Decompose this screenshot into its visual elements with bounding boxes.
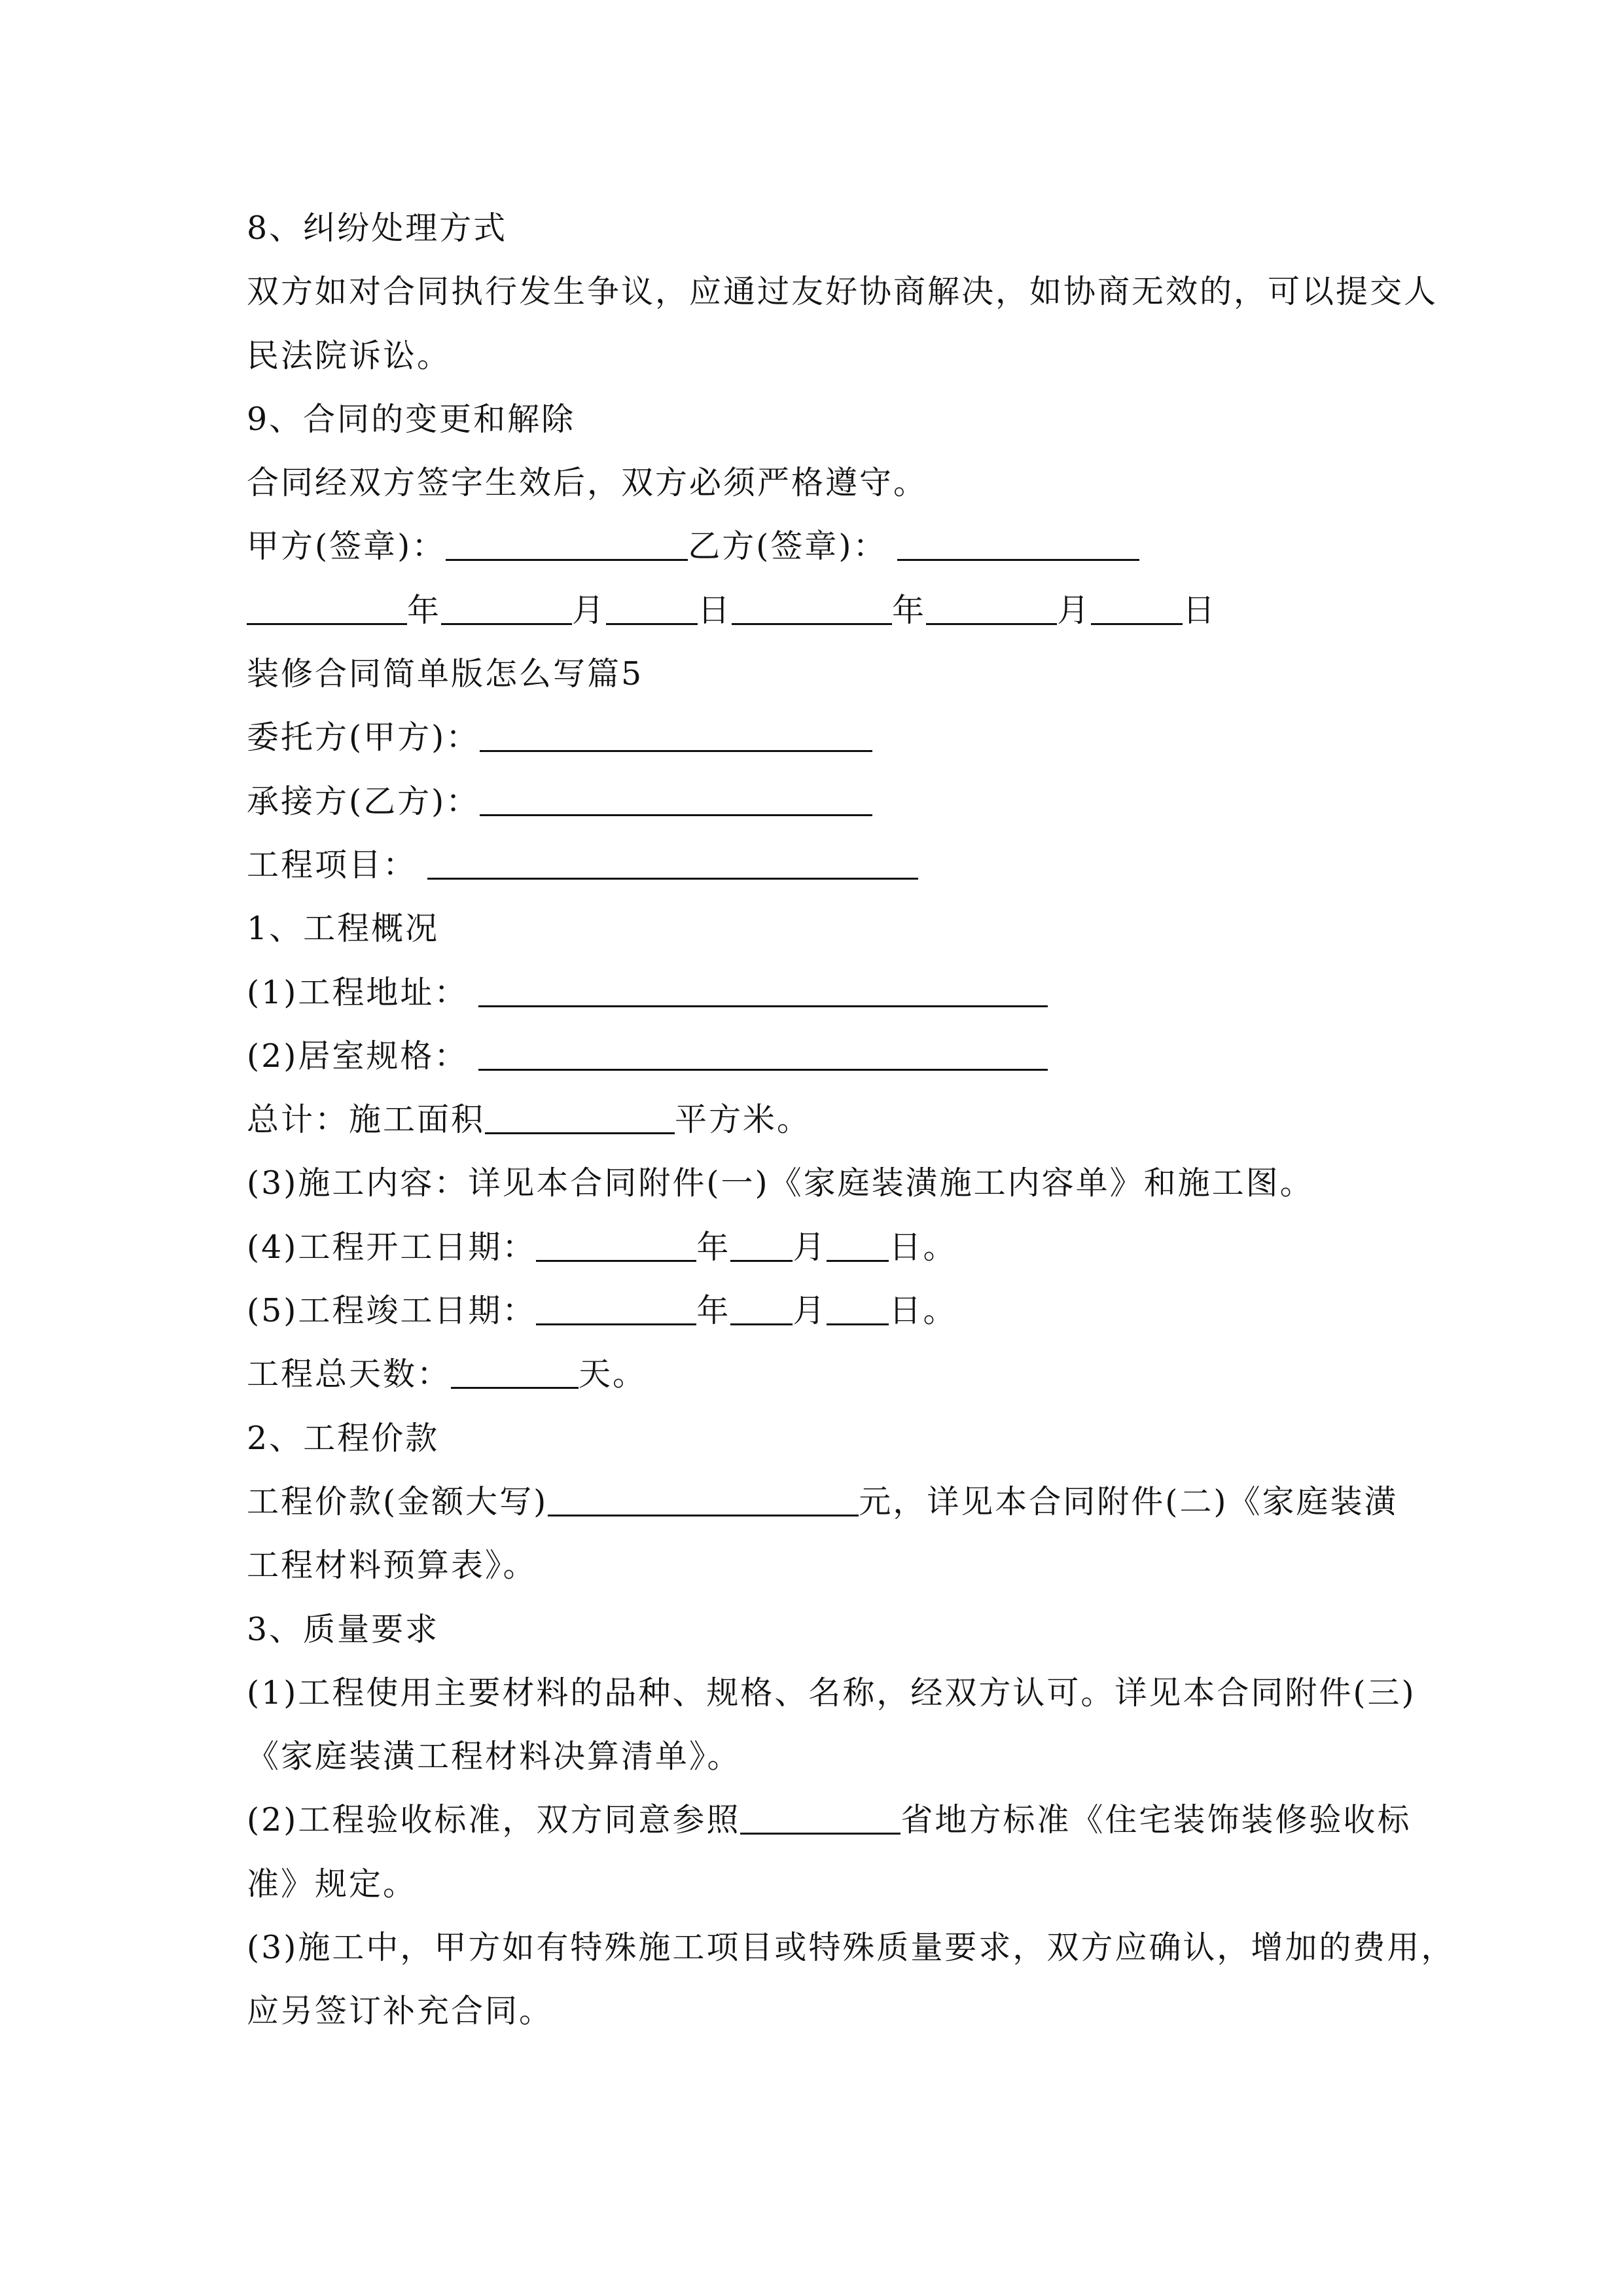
section3-title: 3、质量要求: [247, 1610, 440, 1648]
year-label: 年: [892, 591, 927, 629]
area-line: [247, 1088, 1399, 1151]
signature-line: [247, 514, 1399, 578]
contractor-line: [247, 770, 1399, 833]
start-year-blank[interactable]: [536, 1226, 696, 1262]
standard-suffix: 省地方标准《住宅装饰装修验收标: [901, 1801, 1412, 1839]
party-b-month-blank[interactable]: [926, 589, 1057, 625]
address-label: (1)工程地址：: [247, 973, 469, 1011]
section9-title: 9、合同的变更和解除: [247, 400, 576, 438]
day-label: 日。: [889, 1228, 957, 1266]
start-day-blank[interactable]: [827, 1226, 889, 1262]
party-a-day-blank[interactable]: [606, 589, 698, 625]
project-label: 工程项目：: [247, 846, 418, 884]
total-days-unit: 天。: [579, 1355, 647, 1393]
materials-line: (1)工程使用主要材料的品种、规格、名称，经双方认可。详见本合同附件(三): [247, 1674, 1416, 1712]
price-blank[interactable]: [548, 1480, 859, 1516]
start-date-line: [247, 1215, 1399, 1279]
day-label: 日。: [889, 1292, 957, 1330]
section9-text: 合同经双方签字生效后，双方必须严格遵守。: [247, 464, 928, 502]
area-unit: 平方米。: [675, 1101, 812, 1139]
project-line: [247, 833, 1399, 897]
month-label: 月: [793, 1228, 827, 1266]
end-year-blank[interactable]: [536, 1289, 696, 1325]
area-label: 总计：施工面积: [247, 1101, 486, 1139]
party-b-sign-label: 乙方(签章)：: [688, 528, 887, 565]
content-line: (3)施工内容：详见本合同附件(一)《家庭装潢施工内容单》和施工图。: [247, 1164, 1314, 1202]
client-label: 委托方(甲方)：: [247, 719, 480, 757]
total-days-label: 工程总天数：: [247, 1355, 452, 1393]
section2-title: 2、工程价款: [247, 1419, 440, 1457]
year-label: 年: [407, 591, 442, 629]
standard-line: [247, 1788, 1412, 1852]
party-a-year-blank[interactable]: [247, 589, 407, 625]
start-date-label: (4)工程开工日期：: [247, 1228, 537, 1266]
day-label: 日: [1183, 591, 1217, 629]
party-b-year-blank[interactable]: [732, 589, 892, 625]
end-day-blank[interactable]: [827, 1289, 889, 1325]
section8-title: 8、纠纷处理方式: [247, 209, 508, 247]
special-line: (3)施工中，甲方如有特殊施工项目或特殊质量要求，双方应确认，增加的费用，: [247, 1929, 1455, 1967]
party-a-month-blank[interactable]: [441, 589, 572, 625]
standard-line-cont: 准》规定。: [247, 1865, 418, 1903]
spec-line: [247, 1024, 1399, 1088]
price-line-cont: 工程材料预算表》。: [247, 1547, 537, 1585]
party-a-sign-label: 甲方(签章)：: [247, 528, 446, 565]
month-label: 月: [793, 1292, 827, 1330]
total-days-line: [247, 1342, 1399, 1406]
end-date-label: (5)工程竣工日期：: [247, 1292, 537, 1330]
end-month-blank[interactable]: [730, 1289, 793, 1325]
party-b-sign-blank[interactable]: [897, 525, 1139, 561]
month-label: 月: [1057, 591, 1092, 629]
project-blank[interactable]: [427, 844, 918, 880]
contractor-label: 承接方(乙方)：: [247, 782, 480, 820]
document-body: [247, 196, 1455, 2043]
signature-date-line: [247, 579, 1399, 642]
client-blank[interactable]: [480, 716, 872, 752]
address-line: [247, 961, 1399, 1024]
client-line: [247, 706, 1399, 769]
end-date-line: [247, 1279, 1399, 1342]
contractor-blank[interactable]: [480, 780, 872, 816]
spec-label: (2)居室规格：: [247, 1037, 469, 1075]
area-blank[interactable]: [485, 1098, 675, 1134]
month-label: 月: [572, 591, 607, 629]
article-title: 装修合同简单版怎么写篇5: [247, 655, 644, 693]
section8-text-cont: 民法院诉讼。: [247, 336, 452, 374]
start-month-blank[interactable]: [730, 1226, 793, 1262]
address-blank[interactable]: [478, 971, 1048, 1007]
province-blank[interactable]: [740, 1799, 901, 1835]
spec-blank[interactable]: [478, 1035, 1048, 1071]
year-label: 年: [696, 1228, 731, 1266]
price-suffix: 元，详见本合同附件(二)《家庭装潢: [859, 1482, 1399, 1520]
price-label: 工程价款(金额大写): [247, 1482, 548, 1520]
total-days-blank[interactable]: [451, 1353, 579, 1389]
section8-text: 双方如对合同执行发生争议，应通过友好协商解决，如协商无效的，可以提交人: [247, 273, 1438, 311]
special-line-cont: 应另签订补充合同。: [247, 1992, 554, 2030]
materials-line-cont: 《家庭装潢工程材料决算清单》。: [247, 1738, 741, 1776]
price-line: [247, 1470, 1399, 1534]
standard-label: (2)工程验收标准，双方同意参照: [247, 1801, 741, 1839]
year-label: 年: [696, 1292, 731, 1330]
party-a-sign-blank[interactable]: [446, 525, 688, 561]
day-label: 日: [698, 591, 732, 629]
section1-title: 1、工程概况: [247, 910, 440, 948]
party-b-day-blank[interactable]: [1091, 589, 1183, 625]
